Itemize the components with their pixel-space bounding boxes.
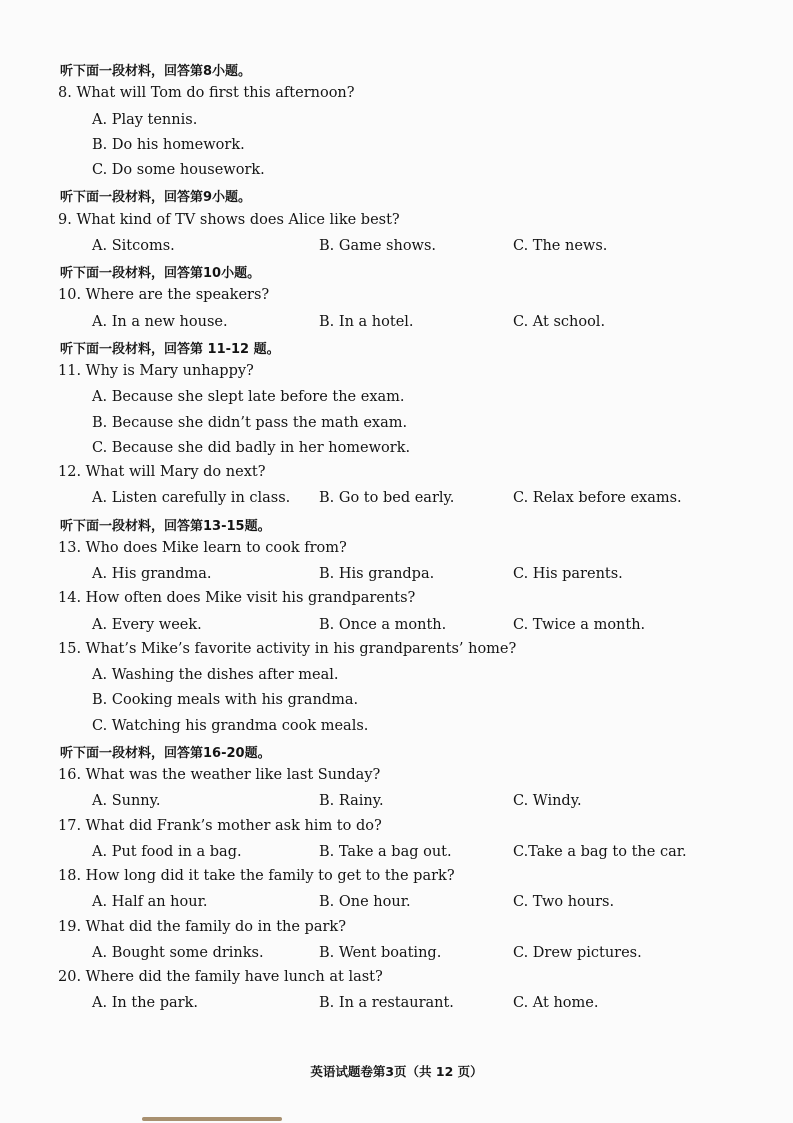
instruction-text: 听下面一段材料，回答第 11-12 题。 xyxy=(60,341,280,357)
option-row xyxy=(0,664,793,689)
instruction-text: 听下面一段材料，回答第8小题。 xyxy=(60,64,252,79)
answer-option: C. Two hours. xyxy=(513,894,615,911)
answer-option: B. Rainy. xyxy=(319,793,384,810)
answer-option: C. Because she did badly in her homework. xyxy=(92,439,411,456)
option-row xyxy=(0,689,793,714)
section-instruction xyxy=(0,740,793,765)
answer-option: B. In a restaurant. xyxy=(319,995,454,1012)
option-row xyxy=(0,992,793,1017)
answer-option: C. His parents. xyxy=(513,566,623,582)
question-text: 18. How long did it take the family to get to the park? xyxy=(58,868,455,884)
answer-option: A. Sitcoms. xyxy=(92,237,175,254)
answer-option: A. Put food in a bag. xyxy=(92,843,242,860)
question xyxy=(0,361,793,386)
answer-option: B. One hour. xyxy=(319,894,411,911)
answer-option: A. In a new house. xyxy=(92,313,228,330)
option-row xyxy=(0,614,793,639)
question xyxy=(0,917,793,942)
option-row xyxy=(0,437,793,462)
question-text: 12. What will Mary do next? xyxy=(58,464,266,480)
question xyxy=(0,462,793,487)
answer-option: B. Go to bed early. xyxy=(319,490,455,507)
question-text: 11. Why is Mary unhappy? xyxy=(58,363,254,379)
question xyxy=(0,83,793,108)
question xyxy=(0,967,793,992)
option-row xyxy=(0,487,793,512)
question-text: 19. What did the family do in the park? xyxy=(58,918,346,935)
question xyxy=(0,639,793,664)
question xyxy=(0,285,793,310)
answer-option: C. At school. xyxy=(513,313,606,330)
option-row xyxy=(0,563,793,588)
option-row xyxy=(0,109,793,134)
section-instruction xyxy=(0,260,793,285)
option-row xyxy=(0,891,793,916)
answer-option: B. Take a bag out. xyxy=(319,843,452,860)
answer-option: B. In a hotel. xyxy=(319,313,414,330)
question-text: 14. How often does Mike visit his grandparents? xyxy=(58,590,416,607)
answer-option: A. Washing the dishes after meal. xyxy=(92,667,339,683)
question-text: 16. What was the weather like last Sunday? xyxy=(58,767,381,783)
question xyxy=(0,765,793,790)
answer-option: B. Once a month. xyxy=(319,616,447,633)
answer-option: C.Take a bag to the car. xyxy=(513,843,687,860)
question-text: 9. What kind of TV shows does Alice like best? xyxy=(58,211,400,228)
instruction-text: 听下面一段材料，回答第13-15题。 xyxy=(60,518,271,534)
answer-option: B. Game shows. xyxy=(319,237,437,254)
option-row xyxy=(0,386,793,411)
section-instruction xyxy=(0,513,793,538)
page-footer: 英语试题卷第3页（共 12 页） xyxy=(310,1064,483,1079)
option-row xyxy=(0,790,793,815)
answer-option: C. Drew pictures. xyxy=(513,944,642,961)
answer-option: C. Twice a month. xyxy=(513,616,646,633)
question-text: 17. What did Frank’s mother ask him to do? xyxy=(58,817,382,834)
answer-option: B. Do his homework. xyxy=(92,136,245,153)
option-row xyxy=(0,412,793,437)
answer-option: C. At home. xyxy=(513,995,599,1012)
instruction-text: 听下面一段材料，回答第16-20题。 xyxy=(60,745,271,761)
answer-option: A. Because she slept late before the exam. xyxy=(92,389,405,406)
answer-option: A. Sunny. xyxy=(92,793,161,810)
section-instruction xyxy=(0,184,793,209)
question-text: 15. What’s Mike’s favorite activity in his grandparents’ home? xyxy=(58,640,517,657)
question xyxy=(0,866,793,891)
option-row xyxy=(0,134,793,159)
option-row xyxy=(0,235,793,260)
answer-option: A. His grandma. xyxy=(92,566,212,582)
question xyxy=(0,816,793,841)
instruction-text: 听下面一段材料，回答第9小题。 xyxy=(60,190,252,206)
question-text: 8. What will Tom do first this afternoon? xyxy=(58,85,355,102)
option-row xyxy=(0,715,793,740)
question xyxy=(0,538,793,563)
answer-option: C. Relax before exams. xyxy=(513,490,682,507)
option-row xyxy=(0,159,793,184)
answer-option: C. Windy. xyxy=(513,793,582,810)
section-instruction xyxy=(0,336,793,361)
scan-edge-mark xyxy=(142,1117,282,1121)
option-row xyxy=(0,311,793,336)
question-text: 10. Where are the speakers? xyxy=(58,287,270,304)
answer-option: C. The news. xyxy=(513,237,608,254)
answer-option: B. Cooking meals with his grandma. xyxy=(92,692,359,709)
question xyxy=(0,588,793,613)
question xyxy=(0,210,793,235)
option-row xyxy=(0,841,793,866)
answer-option: B. Because she didn’t pass the math exam. xyxy=(92,414,408,431)
option-row xyxy=(0,942,793,967)
answer-option: A. Play tennis. xyxy=(92,111,198,128)
answer-option: A. Every week. xyxy=(92,616,202,633)
answer-option: B. His grandpa. xyxy=(319,566,435,582)
answer-option: A. Listen carefully in class. xyxy=(92,490,291,507)
answer-option: B. Went boating. xyxy=(319,944,442,961)
answer-option: A. In the park. xyxy=(92,995,198,1012)
section-instruction xyxy=(0,58,793,83)
instruction-text: 听下面一段材料，回答第10小题。 xyxy=(60,266,261,281)
question-text: 13. Who does Mike learn to cook from? xyxy=(58,539,347,556)
answer-option: C. Watching his grandma cook meals. xyxy=(92,717,369,734)
answer-option: A. Bought some drinks. xyxy=(92,944,264,961)
question-text: 20. Where did the family have lunch at last? xyxy=(58,969,383,985)
answer-option: C. Do some housework. xyxy=(92,162,265,178)
answer-option: A. Half an hour. xyxy=(92,894,208,911)
